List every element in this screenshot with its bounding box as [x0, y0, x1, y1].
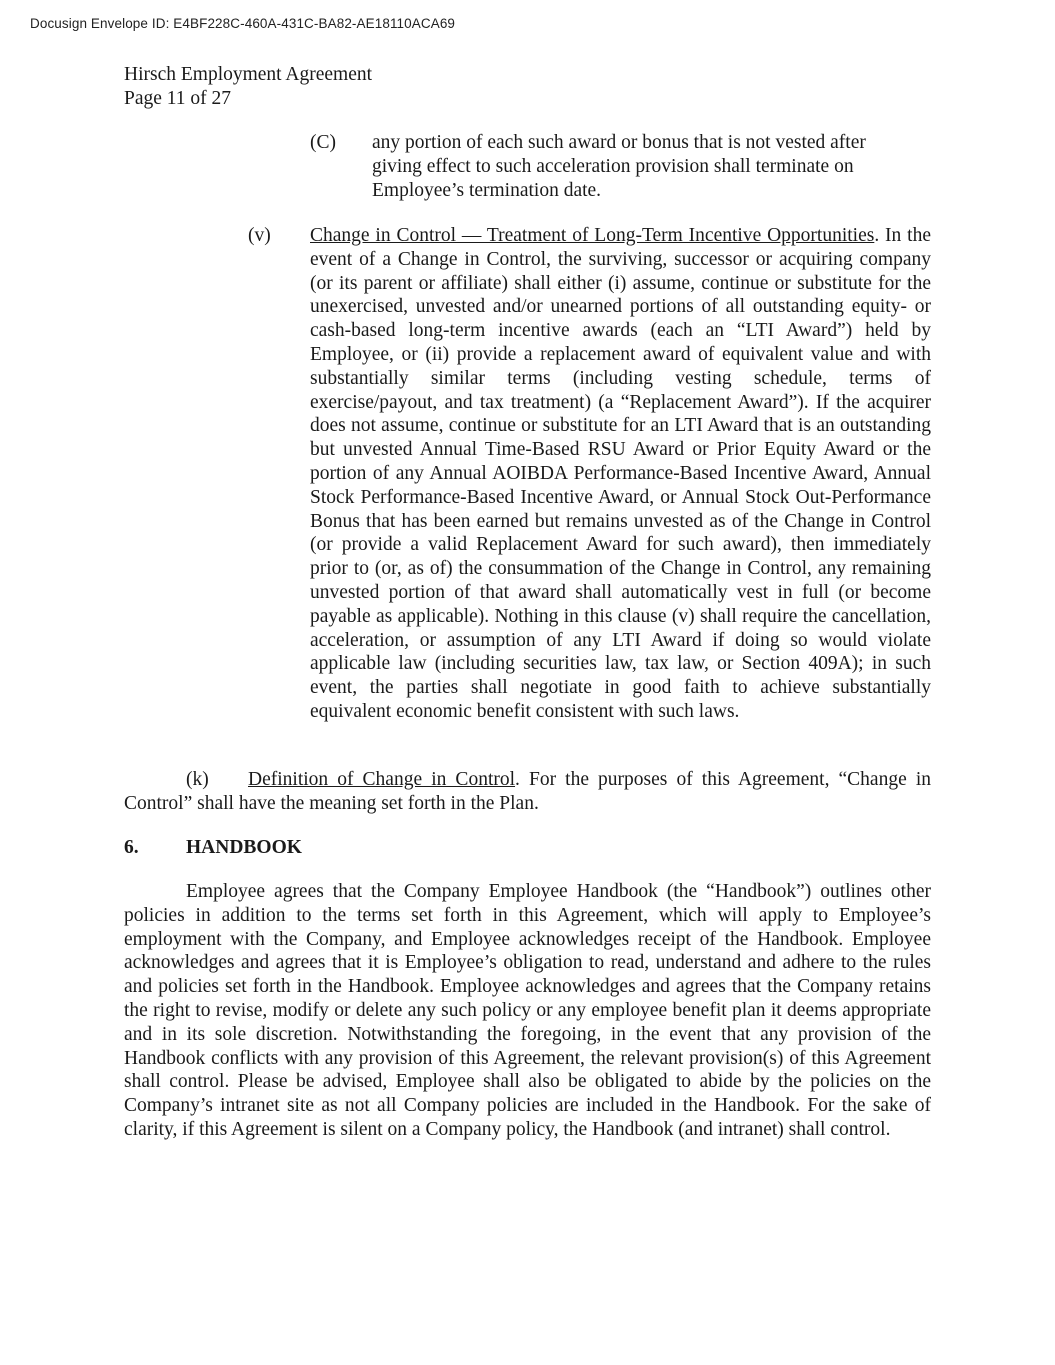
- section-6-heading: [124, 836, 302, 860]
- clause-c: [310, 131, 910, 202]
- section-6-number: 6.: [124, 837, 139, 858]
- clause-k-text: . For the purposes of this Agreement, “Change in Control” shall have the meaning set forth in the Plan.: [124, 769, 931, 814]
- docusign-envelope-id: Docusign Envelope ID: E4BF228C-460A-431C-BA82-AE18110ACA69: [30, 16, 456, 31]
- clause-v-body: [310, 224, 931, 724]
- section-6-title: HANDBOOK: [186, 837, 302, 858]
- handbook-paragraph: Employee agrees that the Company Employee Handbook (the “Handbook”) outlines other policies in addition to the terms set forth in this Agreement, which will apply to Employee’s employment with the Company, and Employee acknowledges receipt of the Handbook. Employee acknowledges and agrees that it is Employee’s obligation to read, understand and adhere to the rules and policies set forth in the Handbook. Employee acknowledges and agrees that the Company retains the right to revise, modify or delete any such policy or any employee benefit plan it deems appropriate and in its sole discretion. Notwithstanding the foregoing, in the event that any provision of the Handbook conflicts with any provision of this Agreement, the relevant provision(s) of this Agreement shall control. Please be advised, Employee shall also be obligated to abide by the policies on the Company’s intranet site as not all Company policies are included in the Handbook. For the sake of clarity, if this Agreement is silent on a Company policy, the Handbook (and intranet) shall control.: [124, 881, 931, 1140]
- clause-v-heading: Change in Control — Treatment of Long-Term Incentive Opportunities: [310, 225, 875, 246]
- clause-k: [124, 768, 931, 816]
- clause-v-number: (v): [248, 225, 271, 246]
- clause-k-heading: Definition of Change in Control: [248, 769, 516, 790]
- clause-k-number: (k): [186, 769, 209, 790]
- clause-v-text: In the event of a Change in Control, the surviving, successor or acquiring company (or its parent or affiliate) shall either (i) assume, continue or substitute for the unexercised, unvested and/or unearned portions of all outstanding equity- or cash-based long-term incentive awards (each an “LTI Award”) held by Employee, or (ii) provide a replacement award of equivalent value and with substantially similar terms (including vesting schedule, terms of exercise/payout, and tax treatment) (a “Replacement Award”). If the acquirer does not assume, continue or substitute for an LTI Award that is an outstanding but unvested Annual Time-Based RSU Award or Prior Equity Award or the portion of any Annual AOIBDA Performance-Based Incentive Award, Annual Stock Performance-Based Incentive Award, or Annual Stock Out-Performance Bonus that has been earned but remains unvested as of the Change in Control (or provide a valid Replacement Award for such award), then immediately prior to (or, as of) the consummation of the Change in Control, any remaining unvested portion of that award shall automatically vest in full (or become payable as applicable). Nothing in this clause (v) shall require the cancellation, acceleration, or assumption of any LTI Award if doing so would violate applicable law (including securities law, tax law, or Section 409A); in such event, the parties shall negotiate in good faith to achieve substantially equivalent economic benefit consistent with such laws.: [310, 225, 931, 722]
- document-title: Hirsch Employment Agreement: [124, 64, 373, 85]
- page-number: Page 11 of 27: [124, 87, 232, 109]
- clause-c-text: any portion of each such award or bonus that is not vested after giving effect to such acceleration provision shall terminate on Employee’s termination date.: [372, 132, 866, 201]
- page-header: [124, 63, 372, 111]
- clause-c-number: (C): [310, 132, 336, 153]
- clause-v: [248, 224, 931, 724]
- clause-v-heading-period: .: [874, 225, 880, 246]
